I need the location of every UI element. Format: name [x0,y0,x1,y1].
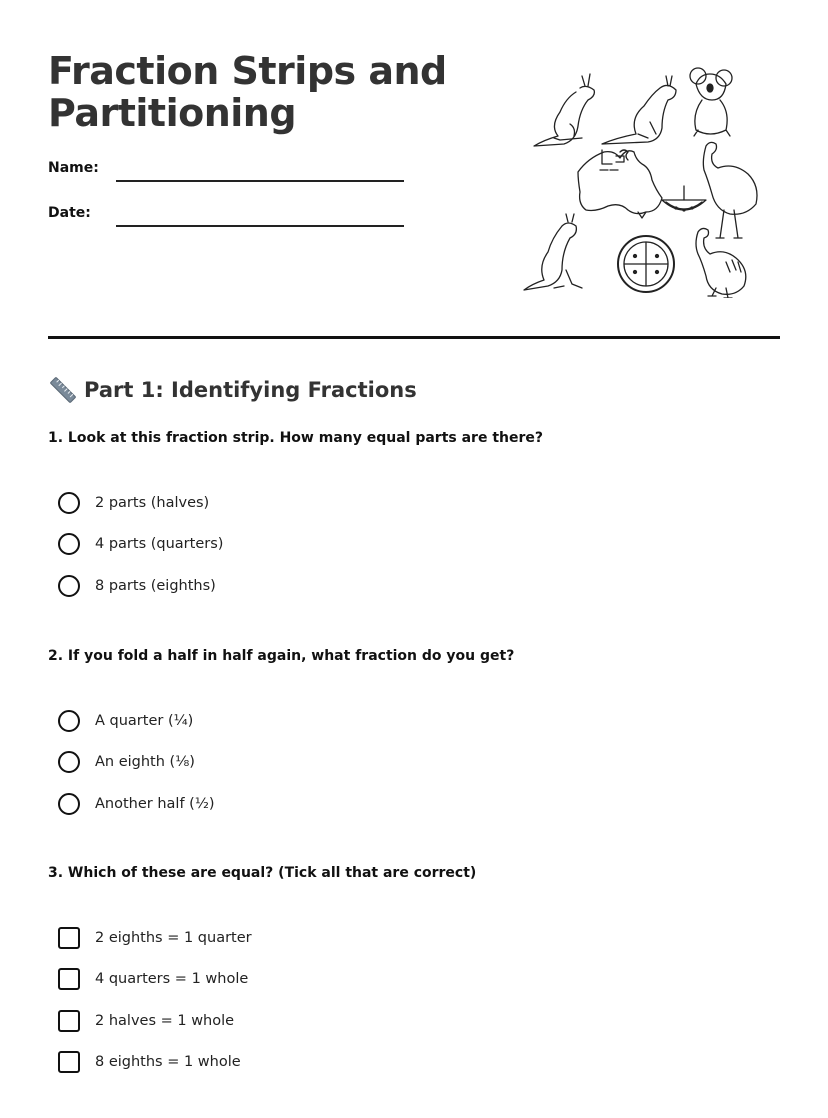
kangaroo-icon [524,214,582,290]
part-1-heading [48,375,417,405]
q1-option-3[interactable] [58,574,216,598]
q3-option-2[interactable] [58,967,248,991]
q2-option-2[interactable] [58,750,195,774]
checkbox[interactable] [58,1010,80,1032]
section-divider [48,336,780,339]
name-field [48,160,408,190]
q2-option-3[interactable] [58,792,215,816]
radio-button[interactable] [58,710,80,732]
koala-icon [690,68,732,136]
date-input-line[interactable] [116,225,404,227]
question-2: 2. If you fold a half in half again, what fraction do you get? [48,648,515,664]
q1-option-1[interactable] [58,491,209,515]
option-label: A quarter (¼) [95,713,194,729]
radio-button[interactable] [58,793,80,815]
option-label: 4 parts (quarters) [95,536,224,552]
checkbox[interactable] [58,1051,80,1073]
name-input-line[interactable] [116,180,404,182]
option-label: An eighth (⅛) [95,754,195,770]
watermelon-slice-icon [662,186,706,211]
question-3: 3. Which of these are equal? (Tick all that are correct) [48,865,477,881]
option-label: 2 parts (halves) [95,495,210,511]
q3-option-3[interactable] [58,1009,234,1033]
date-label: Date: [48,205,91,221]
australian-animals-illustration [520,66,770,298]
option-label: Another half (½) [95,796,215,812]
option-label: 8 parts (eighths) [95,578,216,594]
option-label: 8 eighths = 1 whole [95,1054,241,1070]
checkbox[interactable] [58,927,80,949]
q2-option-1[interactable] [58,709,193,733]
name-label: Name: [48,160,99,176]
option-label: 2 halves = 1 whole [95,1013,235,1029]
ruler-icon [48,375,78,405]
radio-button[interactable] [58,575,80,597]
radio-button[interactable] [58,751,80,773]
question-1: 1. Look at this fraction strip. How many equal parts are there? [48,430,544,446]
emu-icon [696,228,746,298]
radio-button[interactable] [58,533,80,555]
checkbox[interactable] [58,968,80,990]
australia-map-icon [578,150,662,218]
part-1-heading-text: Part 1: Identifying Fractions [84,378,417,402]
page-title: Fraction Strips and Partitioning [48,49,447,135]
emu-icon [703,142,757,238]
q3-option-4[interactable] [58,1050,241,1074]
kangaroo-icon [602,76,676,144]
radio-button[interactable] [58,492,80,514]
fraction-circle-icon [618,236,674,292]
kangaroo-icon [534,74,594,146]
date-field [48,205,408,235]
q1-option-2[interactable] [58,532,223,556]
option-label: 2 eighths = 1 quarter [95,930,252,946]
option-label: 4 quarters = 1 whole [95,971,249,987]
q3-option-1[interactable] [58,926,252,950]
